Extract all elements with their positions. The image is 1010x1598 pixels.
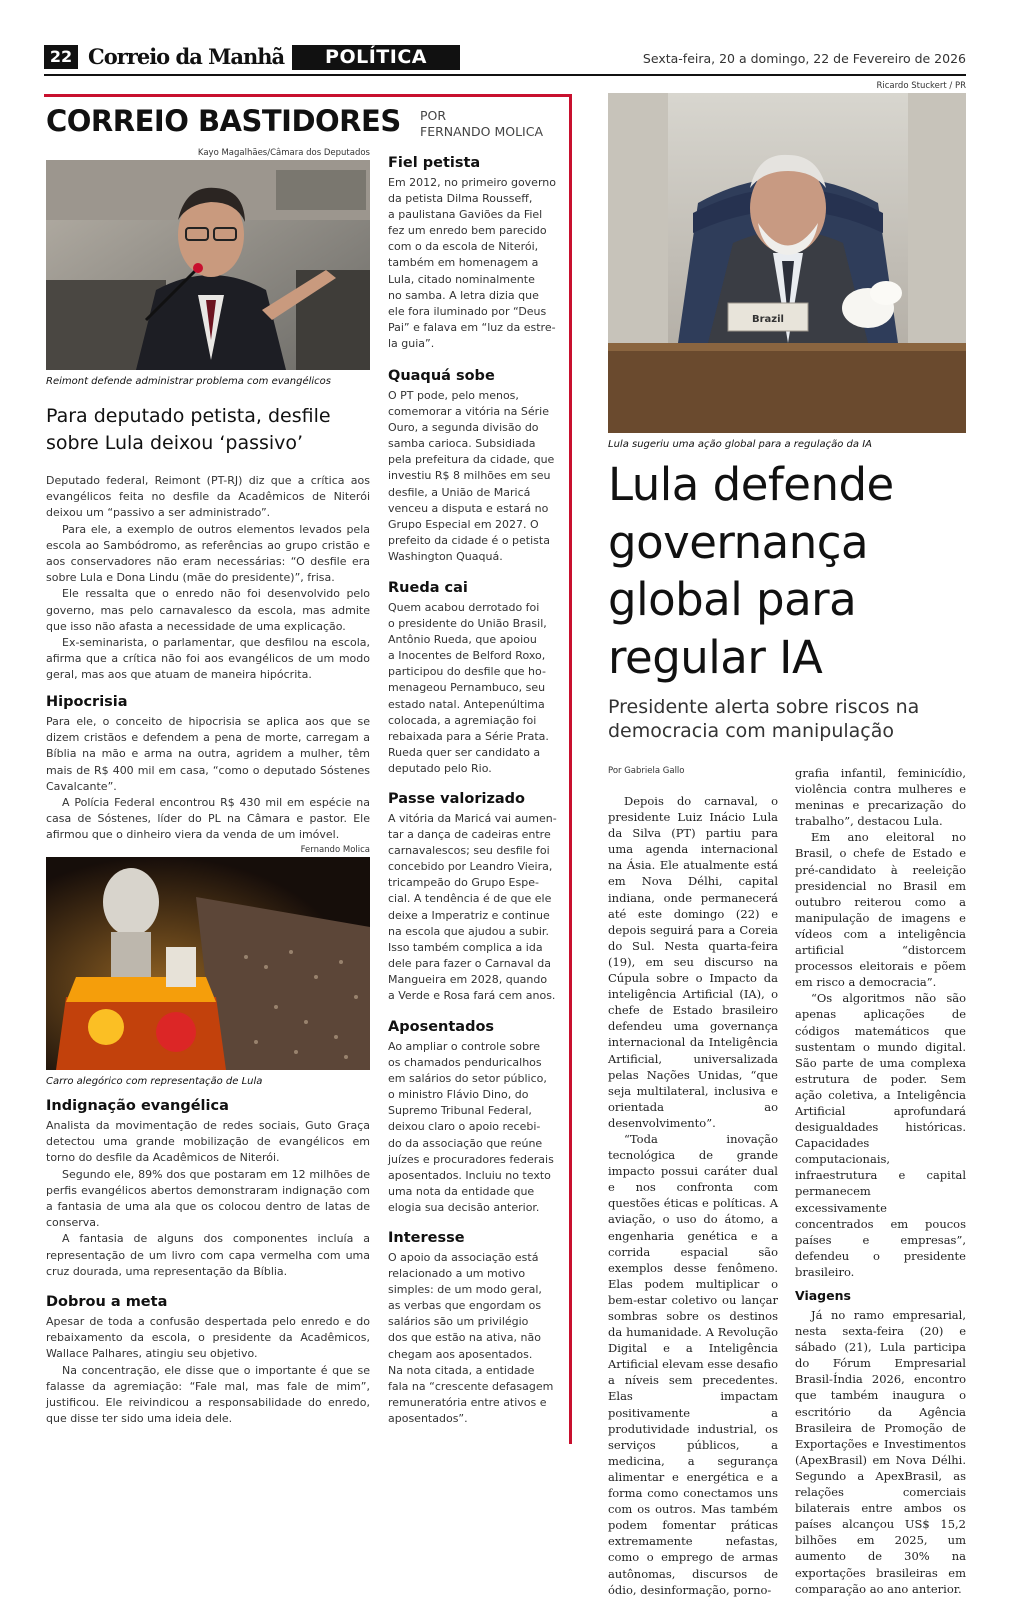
paragraph: A Polícia Federal encontrou R$ 430 mil em espécie na casa de Sóstenes, líder do PL na Câmara e pastor. Ele afirmou que o dinheiro viera da venda de um imóvel.: [46, 796, 370, 842]
note-line: Lula, citado nominalmente: [388, 272, 535, 286]
note-line: fala na “crescente defasagem: [388, 1379, 554, 1393]
headline-line: global para: [608, 573, 857, 626]
hipocrisia-section: [46, 694, 370, 844]
note-line: A vitória da Maricá vai aumen-: [388, 812, 557, 825]
paragraph: Na concentração, ele disse que o importante é que se falasse da agremiação: “Fale mal, mas fale de mim”, justificou. Ele reivindicou a responsabilidade do enredo, que disse ter sido uma ideia dele.: [46, 1363, 370, 1426]
headline-line: regular IA: [608, 630, 823, 684]
note-line: deixe a Imperatriz e continue: [388, 908, 550, 922]
paragraph: Apesar de toda a confusão despertada pelo enredo e do rebaixamento da escola, o presidente da Acadêmicos, Wallace Palhares, atingiu seu objetivo.: [46, 1315, 370, 1361]
note-line: Ao ampliar o controle sobre: [388, 1040, 540, 1053]
dobrou-section: [46, 1294, 370, 1427]
note-aposentados: [388, 1019, 560, 1216]
photo-credit: Kayo Magalhães/Câmara dos Deputados: [197, 148, 370, 158]
note-line: o ministro Flávio Dino, do: [388, 1088, 529, 1102]
note-line: remuneratória entre ativos e: [388, 1395, 547, 1409]
note-line: deixou claro o apoio recebi-: [388, 1120, 541, 1134]
note-line: Mangueira em 2028, quando: [388, 972, 548, 986]
column-title: CORREIO BASTIDORES: [46, 104, 401, 138]
note-line: deputado pelo Rio.: [388, 761, 492, 775]
nameplate-text: Brazil: [752, 314, 784, 325]
paragraph: Para ele, o conceito de hipocrisia se aplica aos que se dizem cristãos e defendem a pena de morte, carregam a Bíblia na mão e arma na outra, agridem a mulher, têm mais de R$ 400 mil em casa, “como o deputado Sóstenes Cavalcante”.: [46, 715, 370, 793]
note-line: O PT pode, pelo menos,: [388, 389, 519, 402]
note-line: na escola que ajudou a subir.: [388, 924, 549, 938]
issue-date: Sexta-feira, 20 a domingo, 22 de Fevereiro de 2026: [642, 51, 966, 66]
note-line: Em 2012, no primeiro governo: [388, 176, 556, 189]
note-line: no samba. A letra dizia que: [388, 288, 539, 302]
note-line: participou do desfile que ho-: [388, 665, 546, 679]
note-title: Aposentados: [388, 1019, 495, 1035]
note-line: Pai” e falava em “luz da estre-: [388, 320, 556, 334]
note-line: Quem acabou derrotado foi: [388, 601, 540, 614]
column-top-rule: [44, 94, 572, 97]
photo-credit: Ricardo Stuckert / PR: [876, 81, 966, 91]
note-line: tar a dança de cadeiras entre: [388, 828, 551, 842]
subhead: Hipocrisia: [46, 694, 128, 710]
note-line: colocada, a agremiação foi: [388, 713, 537, 727]
note-line: la guia”.: [388, 336, 435, 350]
note-line: a paulistana Gaviões da Fiel: [388, 208, 543, 222]
paragraph: Em ano eleitoral no Brasil, o chefe de Estado e pré-candidato à reeleição presidencial no Brasil em outubro reiterou como a manipulação de imagens e vídeos com a inteligência artificial “distorcem processos eleitorais e põem em risco a democracia”.: [795, 830, 966, 990]
paragraph: “Os algoritmos não são apenas aplicações de códigos matemáticos que sustentam o mundo digital. São parte de uma complexa estrutura de poder. Sem ação coletiva, a Inteligência Artificial aprofundará desigualdades históricas. Capacidades computacionais, infraestrutura e capital permanecem excessivamente concentrados em poucos países e empresas”, defendeu o presidente brasileiro.: [795, 991, 966, 1279]
paragraph: Já no ramo empresarial, nesta sexta-feira (20) e sábado (21), Lula participa do Fórum Empresarial Brasil-Índia 2026, encontro que também inaugura o escritório da Agência Brasileira de Promoção de Exportações e Investimentos (ApexBrasil) em Nova Délhi. Segundo a ApexBrasil, as relações comerciais bilaterais entre ambos os países alcançou US$ 15,2 bilhões em 2025, um aumento de 30% na exportações brasileiras em comparação ao ano anterior.: [795, 1308, 966, 1596]
note-line: cial. A tendência é de que ele: [388, 892, 552, 906]
paragraph: Depois do carnaval, o presidente Luiz Inácio Lula da Silva (PT) partiu para uma agenda internacional na Ásia. Ele atualmente está em Nova Délhi, capital indiana, onde permanecerá até este domingo (22) e depois seguirá para a Coreia do Sul. Nesta quarta-feira (19), em seu discurso na Cúpula sobre o Impacto da inteligência Artificial (IA), o chefe de Estado brasileiro defendeu uma governança internacional da Inteligência Artificial, universalizada pelas Nações Unidas, “que seja multilateral, inclusiva e orientada ao desenvolvimento”.: [608, 794, 778, 1130]
column-byline: [420, 108, 543, 140]
note-title: Passe valorizado: [388, 791, 526, 807]
note-line: desfile, a União de Maricá: [388, 485, 531, 499]
note-line: Rueda quer ser candidato a: [388, 745, 541, 759]
lead-paragraph: Para ele, a exemplo de outros elementos levados pela escola ao Sambódromo, as referências ao grupo cristão e aos conservadores não eram necessárias: “O desfile era sobre Lula e Dona Lindu (mãe do presidente)”, frisa.: [46, 522, 370, 585]
note-title: Rueda cai: [388, 580, 468, 596]
note-line: comemorar a vitória na Série: [388, 405, 549, 419]
note-line: elogia sua decisão anterior.: [388, 1200, 540, 1214]
note-title: Interesse: [388, 1230, 465, 1246]
note-line: pela prefeitura da cidade, que: [388, 453, 555, 467]
note-line: juízes e procuradores federais: [388, 1152, 554, 1166]
note-line: aposentados”.: [388, 1411, 468, 1425]
note-line: tricampeão do Grupo Espe-: [388, 876, 539, 890]
note-line: rebaixada para a Série Prata.: [388, 729, 549, 743]
lead-paragraph: Ele ressalta que o enredo não foi desenvolvido pelo governo, mas pelo carnavalesco da escola, mas admite que isso não afasta a necessidade de uma explicação.: [46, 587, 370, 633]
note-line: a Verde e Rosa fará cem anos.: [388, 989, 556, 1003]
note-line: Washington Quaquá.: [388, 549, 503, 563]
note-line: salários são um privilégio: [388, 1315, 529, 1329]
indignacao-section: [46, 1098, 370, 1280]
story-subhead: Presidente alerta sobre riscos na democracia com manipulação: [608, 696, 920, 742]
note-line: investiu R$ 8 milhões em seu: [388, 469, 551, 483]
note-title: Fiel petista: [388, 155, 481, 171]
column-lead-text: [46, 473, 370, 684]
paragraph: A fantasia de alguns dos componentes incluía a representação de um livro com capa vermelha com uma cruz dourada, uma representação da Bíblia.: [46, 1232, 370, 1278]
note-quaqua-sobe: [388, 368, 560, 565]
paragraph: Segundo ele, 89% dos que postaram em 12 milhões de perfis evangélicos abertos demonstraram indignação com a fantasia de uma ala que os colocou dentro de latas de conserva.: [46, 1167, 370, 1230]
note-line: venceu a disputa e estará no: [388, 501, 549, 515]
note-fiel-petista: [388, 155, 560, 352]
header-rule: [44, 74, 966, 76]
lead-paragraph: Deputado federal, Reimont (PT-RJ) diz que a crítica aos evangélicos feita no desfile da Acadêmicos de Niterói deixou um “passivo a ser administrado”.: [46, 474, 370, 520]
note-line: concebido por Leandro Vieira,: [388, 860, 553, 874]
note-line: dele para fazer o Carnaval da: [388, 956, 551, 970]
masthead-logo: Correio da Manhã: [88, 44, 285, 69]
note-line: também em homenagem a: [388, 256, 539, 270]
note-line: as verbas que engordam os: [388, 1299, 542, 1313]
note-line: Ouro, a segunda divisão do: [388, 421, 539, 435]
story-body-left: [608, 793, 778, 1598]
reimont-photo: [46, 160, 370, 370]
note-line: dos que estão na ativa, não: [388, 1331, 541, 1345]
lead-paragraph: Ex-seminarista, o parlamentar, que desfilou na escola, afirma que a crítica não foi aos evangélicos de um modo geral, mas aos que atuam de maneira hipócrita.: [46, 636, 370, 682]
note-line: os chamados penduricalhos: [388, 1056, 542, 1070]
paragraph: “Toda inovação tecnológica de grande impacto possui caráter dual e nos confronta com questões éticas e políticas. A aviação, o uso do átomo, a engenharia genética e a corrida espacial são exemplos desse fenômeno. Elas podem multiplicar o bem-estar coletivo ou lançar sombras sobre os destinos da humanidade. A Revolução Digital e a Inteligência Artificial elevam esse desafio a níveis sem precedentes. Elas impactam positivamente a produtividade industrial, os serviços públicos, a medicina, a segurança alimentar e energética e a forma como conectamos uns com os outros. Mas também podem fomentar práticas extremamente nefastas, como o emprego de armas autônomas, discursos de ódio, desinformação, porno-: [608, 1131, 778, 1597]
page-number: 22: [44, 45, 78, 69]
note-passe-valorizado: [388, 791, 560, 1004]
note-line: Supremo Tribunal Federal,: [388, 1104, 532, 1118]
note-line: o presidente do União Brasil,: [388, 617, 547, 631]
note-line: Na nota citada, a entidade: [388, 1363, 535, 1377]
note-line: O apoio da associação está: [388, 1251, 539, 1264]
note-rueda-cai: [388, 580, 560, 777]
paragraph: grafia infantil, feminicídio, violência contra mulheres e meninas e precarização do trabalho”, destacou Lula.: [795, 766, 966, 829]
note-line: da petista Dilma Rousseff,: [388, 192, 533, 206]
note-line: simples: de um modo geral,: [388, 1283, 542, 1297]
column-headline: Para deputado petista, desfile sobre Lula deixou ‘passivo’: [46, 405, 331, 454]
byline-author: FERNANDO MOLICA: [420, 124, 544, 139]
note-line: fez um enredo bem parecido: [388, 224, 547, 238]
note-line: Grupo Especial em 2027. O: [388, 517, 539, 531]
story-byline: Por Gabriela Gallo: [608, 766, 685, 776]
byline-prefix: POR: [420, 108, 447, 123]
note-title: Quaquá sobe: [388, 368, 495, 384]
headline-line: governança: [608, 515, 869, 569]
note-interesse: [388, 1230, 560, 1427]
reimont-illustration: [46, 160, 370, 370]
note-line: samba carioca. Subsidiada: [388, 437, 536, 451]
carnival-float-photo: [46, 857, 370, 1070]
photo-credit: Fernando Molica: [300, 845, 370, 855]
headline-line: Lula defende: [608, 458, 894, 511]
note-line: Antônio Rueda, que apoiou: [388, 633, 537, 647]
note-line: uma nota da entidade que: [388, 1184, 535, 1198]
note-line: prefeito da cidade é o petista: [388, 533, 550, 547]
note-line: estado natal. Antepenúltima: [388, 697, 545, 711]
story-body-right: [795, 765, 966, 1597]
note-line: ele fora iluminado por “Deus: [388, 304, 547, 318]
story-headline: [608, 456, 968, 686]
photo-caption: Carro alegórico com representação de Lula: [46, 1076, 263, 1087]
page-header: [44, 42, 966, 76]
note-line: aposentados. Incluiu no texto: [388, 1168, 551, 1182]
note-line: a Inocentes de Belford Roxo,: [388, 649, 546, 663]
note-line: Isso também complica a ida: [388, 940, 543, 954]
photo-caption: Reimont defende administrar problema com evangélicos: [46, 376, 331, 387]
subhead: Dobrou a meta: [46, 1294, 168, 1310]
note-line: do da associação que reúne: [388, 1136, 543, 1150]
note-line: carnavalescos; seu desfile foi: [388, 844, 550, 858]
subhead: Indignação evangélica: [46, 1098, 229, 1114]
lula-illustration: [608, 93, 966, 433]
note-line: chegam aos aposentados.: [388, 1347, 533, 1361]
note-line: menageou Pernambuco, seu: [388, 681, 546, 695]
subhead: Viagens: [795, 1288, 851, 1303]
lula-photo: [608, 93, 966, 433]
note-line: relacionado a um motivo: [388, 1267, 526, 1281]
paragraph: Analista da movimentação de redes sociais, Guto Graça detectou uma grande mobilização de evangélicos em torno do desfile da Acadêmicos de Niterói.: [46, 1119, 370, 1165]
column-side-rule: [569, 94, 572, 1444]
note-line: em salários do setor público,: [388, 1072, 547, 1086]
note-line: com o da escola de Niterói,: [388, 240, 539, 254]
photo-caption: Lula sugeriu uma ação global para a regulação da IA: [608, 439, 872, 450]
carnival-illustration: [46, 857, 370, 1070]
section-label: POLÍTICA: [292, 45, 460, 70]
